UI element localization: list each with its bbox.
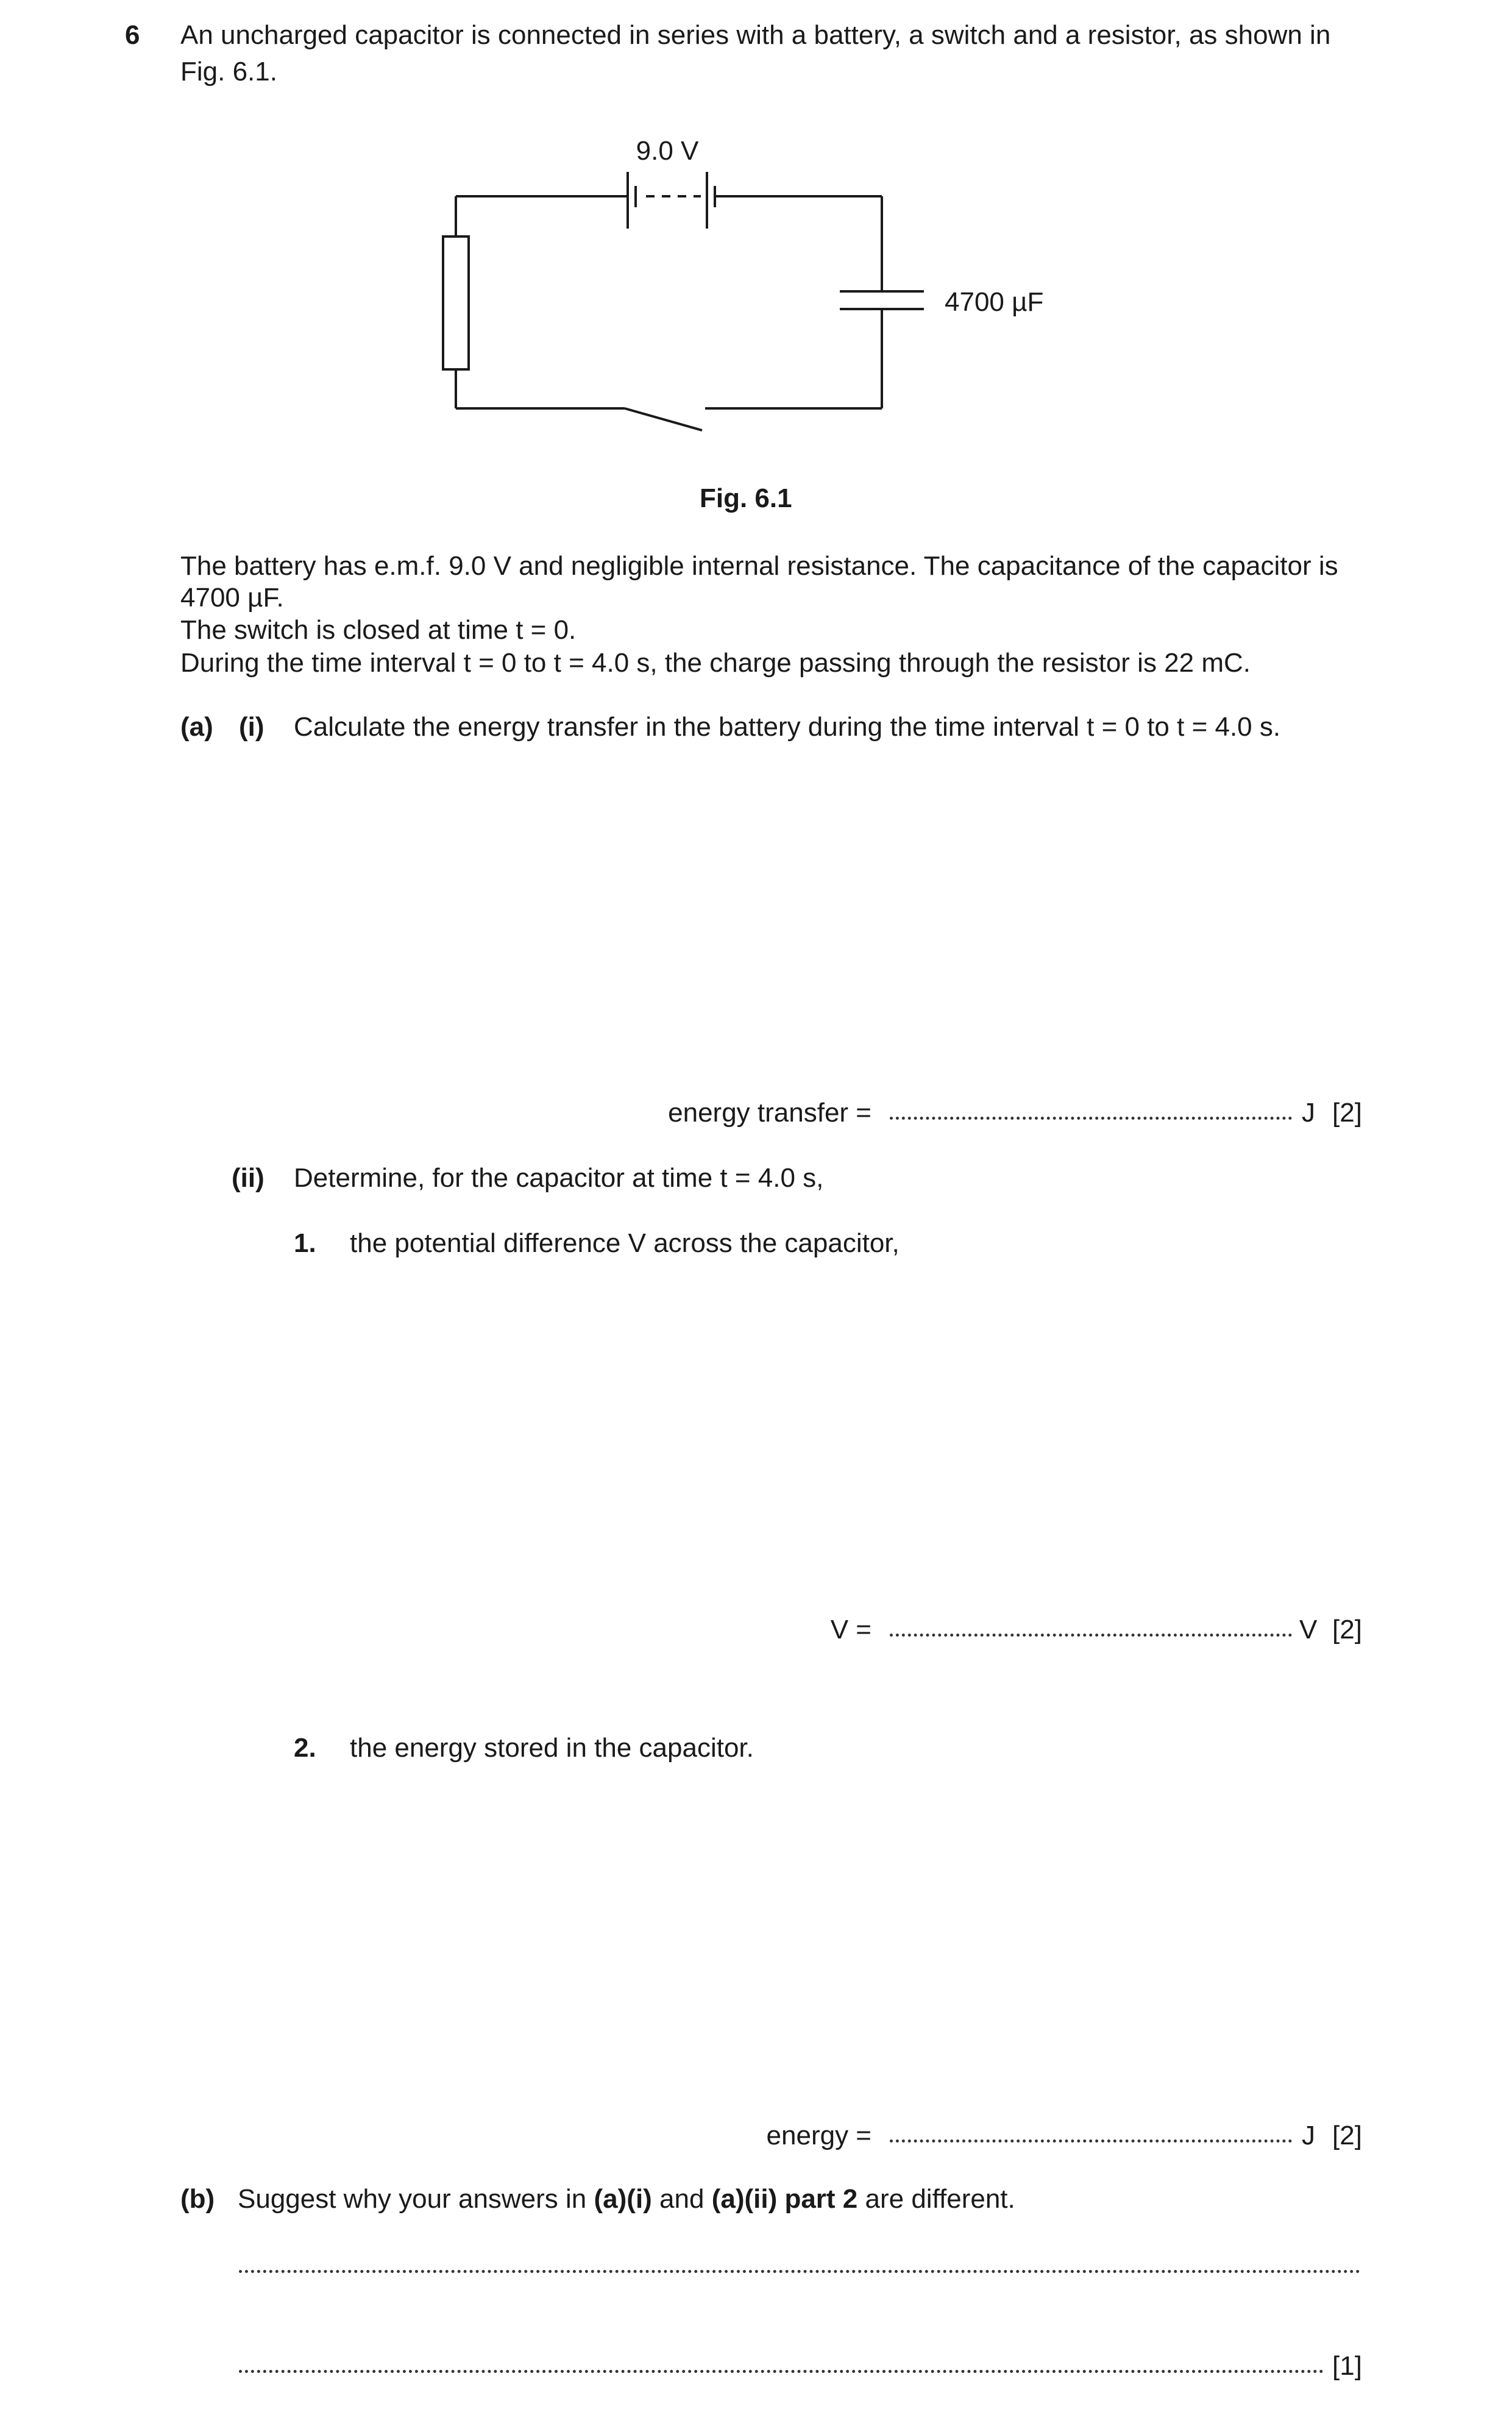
switch-blade [625, 408, 702, 430]
part-a-ii-item1-text: the potential difference V across the capacitor, [350, 1228, 900, 1258]
part-a-ii-text: Determine, for the capacitor at time t = 4.0 s, [294, 1163, 824, 1193]
part-a-ii-item1-num: 1. [294, 1228, 316, 1258]
part-a-label: (a) [180, 712, 213, 742]
part-b-answer-line1[interactable] [239, 2270, 1360, 2273]
question-intro-line2: Fig. 6.1. [180, 57, 277, 87]
energy-transfer-unit: J [1302, 1098, 1315, 1128]
circuit-diagram [0, 0, 1512, 500]
energy-transfer-label: energy transfer = [668, 1098, 871, 1128]
energy-stored-label: energy = [766, 2121, 871, 2150]
capacitor-label: 4700 µF [945, 287, 1044, 317]
part-b-ref1: (a)(i) [594, 2184, 652, 2214]
energy-transfer-marks: [2] [1332, 1098, 1362, 1128]
part-b-label: (b) [180, 2184, 215, 2214]
part-b-ref2: (a)(ii) part 2 [711, 2184, 858, 2214]
energy-stored-unit: J [1302, 2121, 1315, 2150]
figure-caption-text: Fig. 6.1 [700, 483, 792, 513]
info-line4: During the time interval t = 0 to t = 4.0 s, the charge passing through the resistor is 22 mC. [180, 648, 1251, 678]
potential-difference-answer-field[interactable] [890, 1634, 1292, 1637]
part-a-ii-label: (ii) [232, 1163, 264, 1193]
potential-difference-label: V = [830, 1615, 871, 1645]
resistor [443, 237, 469, 369]
energy-stored-marks: [2] [1332, 2121, 1362, 2150]
part-b-text-after: are different. [857, 2184, 1015, 2214]
question-number: 6 [125, 20, 140, 50]
part-a-ii-item2-text: the energy stored in the capacitor. [350, 1733, 754, 1763]
energy-transfer-answer-field[interactable] [890, 1117, 1292, 1120]
battery-label: 9.0 V [636, 136, 699, 166]
part-b-marks: [1] [1332, 2351, 1362, 2381]
part-b-answer-line2[interactable] [239, 2370, 1324, 2373]
potential-difference-marks: [2] [1332, 1615, 1362, 1645]
part-a-i-text: Calculate the energy transfer in the battery during the time interval t = 0 to t = 4.0 s. [294, 712, 1281, 742]
question-intro-line1: An uncharged capacitor is connected in series with a battery, a switch and a resistor, as shown in [180, 20, 1331, 50]
part-b-question [238, 2183, 1015, 2216]
part-a-ii-item2-num: 2. [294, 1733, 316, 1763]
info-line3: The switch is closed at time t = 0. [180, 615, 577, 645]
info-line1: The battery has e.m.f. 9.0 V and negligible internal resistance. The capacitance of the capacitor is [180, 551, 1338, 581]
part-b-text-before: Suggest why your answers in [238, 2184, 594, 2214]
energy-stored-answer-field[interactable] [890, 2139, 1292, 2143]
info-line2: 4700 µF. [180, 583, 284, 613]
potential-difference-unit: V [1299, 1615, 1318, 1645]
part-b-text-mid: and [651, 2184, 712, 2214]
part-a-i-label: (i) [239, 712, 264, 742]
